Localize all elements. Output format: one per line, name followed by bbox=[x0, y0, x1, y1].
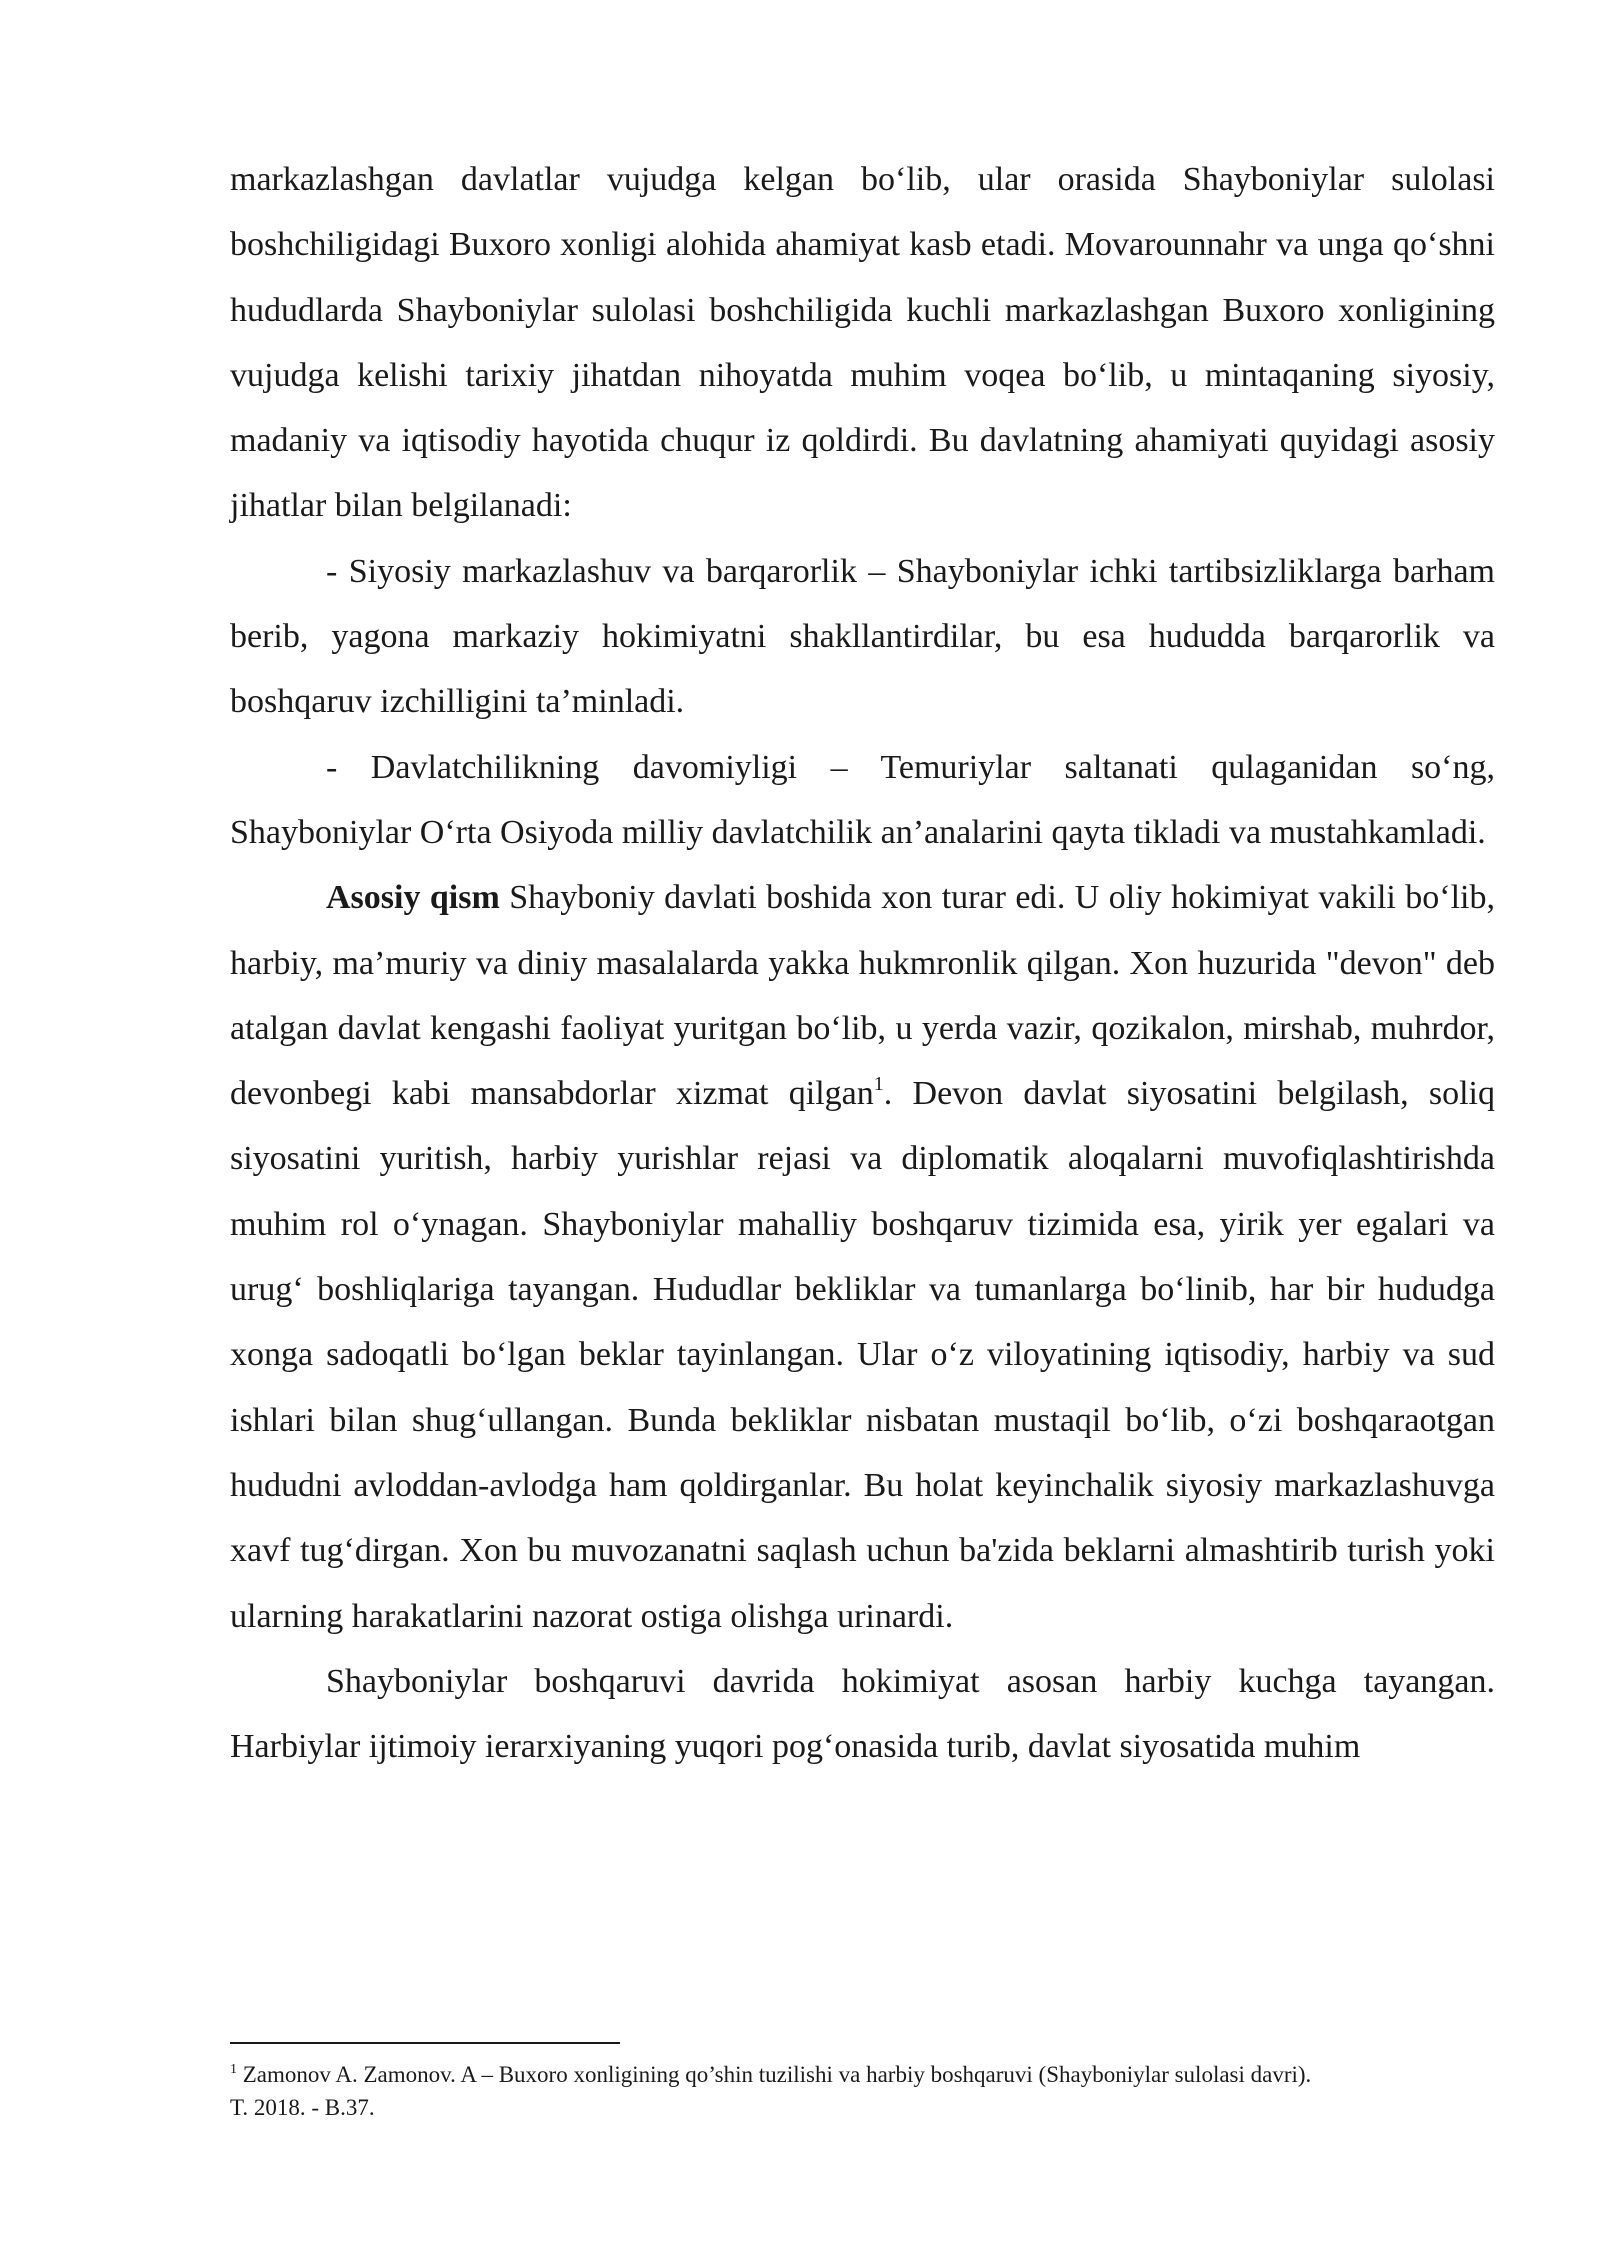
footnote-line-2: T. 2018. - B.37. bbox=[230, 2095, 375, 2120]
footnote-mark: 1 bbox=[230, 2062, 237, 2077]
body-text bbox=[230, 147, 1495, 1779]
paragraph-intro: markazlashgan davlatlar vujudga kelgan bo‘lib, ular orasida Shayboniylar sulolasi boshchiligidagi Buxoro xonligi alohida ahamiyat kasb etadi. Movarounnahr va unga qo‘shni hududlarda Shayboniylar sulolasi boshchiligida kuchli markazlashgan Buxoro xonligining vujudga kelishi tarixiy jihatdan nihoyatda muhim voqea bo‘lib, u mintaqaning siyosiy, madaniy va iqtisodiy hayotida chuqur iz qoldirdi. Bu davlatning ahamiyati quyidagi asosiy jihatlar bilan belgilanadi: bbox=[230, 161, 1495, 525]
footnote-text-1: Zamonov A. Zamonov. A – Buxoro xonligining qo’shin tuzilishi va harbiy boshqaruvi (Shayboniylar sulolasi davri). bbox=[237, 2062, 1312, 2087]
footnote-line-1 bbox=[230, 2058, 1495, 2091]
paragraph-main-part bbox=[230, 865, 1495, 1649]
footnote bbox=[230, 2058, 1495, 2124]
paragraph-military: Shayboniylar boshqaruvi davrida hokimiyat asosan harbiy kuchga tayangan. Harbiylar ijtimoiy ierarxiyaning yuqori pog‘onasida turib, davlat siyosatida muhim bbox=[230, 1662, 1495, 1766]
paragraph-political-centralization: - Siyosiy markazlashuv va barqarorlik – Shayboniylar ichki tartibsizliklarga barham berib, yagona markaziy hokimiyatni shakllantirdilar, bu esa hududda barqarorlik va boshqaruv izchilligini ta’minladi. bbox=[230, 552, 1495, 721]
main-part-text-after-note: . Devon davlat siyosatini belgilash, soliq siyosatini yuritish, harbiy yurishlar rejasi va diplomatik aloqalarni muvofiqlashtirishda muhim rol o‘ynagan. Shayboniylar mahalliy boshqaruv tizimida esa, yirik yer egalari va urug‘ boshliqlariga tayangan. Hududlar bekliklar va tumanlarga bo‘linib, har bir hududga xonga sadoqatli bo‘lgan beklar tayinlangan. Ular o‘z viloyatining iqtisodiy, harbiy va sud ishlari bilan shug‘ullangan. Bunda bekliklar nisbatan mustaqil bo‘lib, o‘zi boshqaraotgan hududni avloddan-avlodga ham qoldirganlar. Bu holat keyinchalik siyosiy markazlashuvga xavf tug‘dirgan. Xon bu muvozanatni saqlash uchun ba'zida beklarni almashtirib turish yoki ularning harakatlarini nazorat ostiga olishga urinardi. bbox=[230, 1075, 1496, 1635]
main-part-text-before-note: Shayboniy davlati boshida xon turar edi. U oliy hokimiyat vakili bo‘lib, harbiy, ma’muriy va diniy masalalarda yakka hukmronlik qilgan. Xon huzurida "devon" deb atalgan davlat kengashi faoliyat yuritgan bo‘lib, u yerda vazir, qozikalon, mirshab, muhrdor, devonbegi kabi mansabdorlar xizmat qilgan bbox=[230, 879, 1496, 1113]
footnote-separator bbox=[230, 2042, 620, 2044]
footnote-reference[interactable]: 1 bbox=[873, 1073, 884, 1096]
paragraph-statehood-continuity: - Davlatchilikning davomiyligi – Temuriylar saltanati qulaganidan so‘ng, Shayboniylar O‘rta Osiyoda milliy davlatchilik an’analarini qayta tikladi va mustahkamladi. bbox=[230, 748, 1495, 851]
section-heading-main-part: Asosiy qism bbox=[326, 879, 500, 917]
